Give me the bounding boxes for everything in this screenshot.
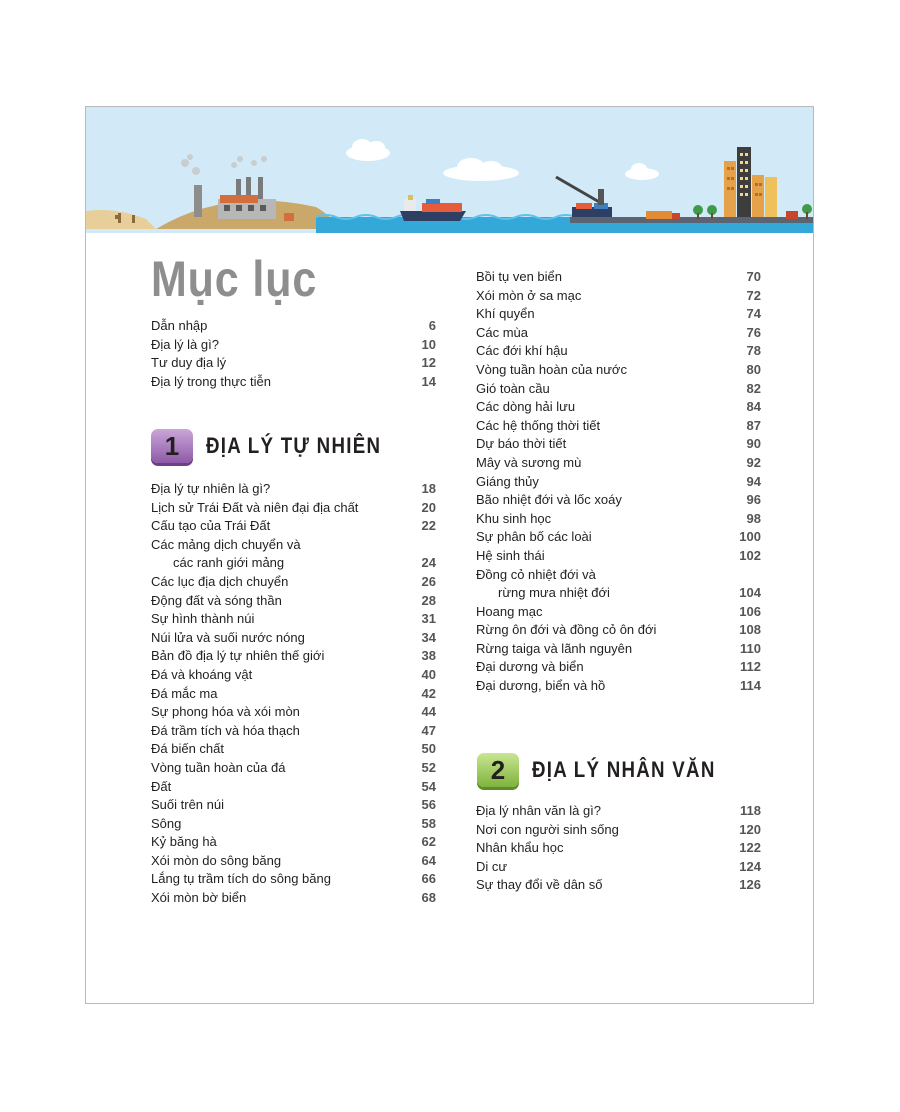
entry-label: Sự phân bố các loài (476, 529, 592, 545)
toc-entry[interactable] (476, 547, 761, 566)
toc-entry[interactable] (151, 499, 436, 518)
chapter-1-heading (151, 429, 436, 469)
entry-page: 26 (421, 573, 436, 589)
entry-label: Địa lý trong thực tiễn (151, 373, 271, 389)
entry-page: 47 (421, 722, 436, 738)
entry-label: Bản đồ địa lý tự nhiên thế giới (151, 648, 325, 664)
entry-label: Đại dương và biển (476, 659, 584, 675)
entry-label: Các mảng dịch chuyển và (151, 536, 301, 552)
toc-entry[interactable] (151, 666, 436, 685)
entry-label: Địa lý là gì? (151, 336, 219, 352)
toc-entry[interactable] (476, 876, 761, 895)
toc-entry[interactable] (151, 833, 436, 852)
entry-label: Rừng taiga và lãnh nguyên (476, 640, 633, 656)
entry-label: Địa lý nhân văn là gì? (476, 803, 602, 818)
entry-label: Kỷ băng hà (151, 834, 217, 850)
entry-label: Các hệ thống thời tiết (476, 417, 601, 433)
chapter-2-list (476, 802, 761, 895)
entry-page: 78 (746, 343, 761, 359)
entry-page: 120 (739, 821, 761, 837)
toc-entry[interactable] (476, 361, 761, 380)
toc-entry[interactable] (476, 802, 761, 821)
toc-entry[interactable] (476, 268, 761, 287)
chapter-1-list-continued (476, 268, 761, 696)
toc-entry[interactable] (151, 536, 436, 555)
entry-page: 31 (421, 611, 436, 627)
entry-page: 92 (746, 454, 761, 470)
entry-page: 72 (746, 287, 761, 303)
entry-page: 82 (746, 380, 761, 396)
entry-label: Đồng cỏ nhiệt đới và (476, 566, 596, 582)
entry-page: 102 (739, 547, 761, 563)
entry-page: 14 (421, 373, 436, 389)
toc-entry[interactable] (476, 287, 761, 306)
entry-page: 52 (421, 759, 436, 775)
entry-page: 98 (746, 510, 761, 526)
entry-page: 108 (739, 622, 761, 638)
chapter-1-list (151, 480, 436, 908)
toc-entry[interactable] (151, 647, 436, 666)
entry-label: Mây và sương mù (476, 454, 582, 470)
entry-label: Đất (151, 778, 172, 794)
entry-page: 100 (739, 529, 761, 545)
entry-page: 110 (740, 640, 761, 656)
entry-page: 40 (421, 666, 436, 682)
entry-label: Đá trầm tích và hóa thạch (151, 722, 300, 738)
entry-page: 112 (740, 659, 761, 675)
entry-label: Xói mòn do sông băng (151, 852, 282, 868)
entry-label: Tư duy địa lý (151, 355, 227, 371)
entry-page: 96 (746, 492, 761, 508)
entry-page: 84 (746, 399, 761, 415)
entry-page: 20 (421, 499, 436, 515)
chapter-2-number-badge: 2 (477, 753, 519, 787)
toc-entry[interactable] (151, 685, 436, 704)
entry-label: Sông (151, 815, 182, 831)
entry-label: Xói mòn bờ biển (151, 890, 247, 906)
entry-label: Khí quyển (476, 306, 535, 322)
toc-entry[interactable] (476, 603, 761, 622)
entry-label: Vòng tuần hoàn của nước (476, 361, 627, 377)
entry-page: 42 (421, 685, 436, 701)
entry-page: 68 (421, 890, 436, 906)
toc-entry[interactable] (476, 839, 761, 858)
toc-entry[interactable] (476, 435, 761, 454)
entry-page: 104 (739, 585, 761, 601)
entry-label: Đá biến chất (151, 741, 224, 757)
toc-entry[interactable] (476, 858, 761, 877)
entry-page: 94 (746, 473, 761, 489)
entry-page: 54 (421, 778, 436, 794)
entry-page: 10 (421, 336, 436, 352)
toc-entry[interactable] (151, 852, 436, 871)
toc-entry[interactable] (476, 677, 761, 696)
entry-label: Đá và khoáng vật (151, 666, 253, 682)
toc-entry[interactable] (476, 510, 761, 529)
entry-page: 34 (421, 629, 436, 645)
entry-page: 28 (421, 592, 436, 608)
entry-label: Núi lửa và suối nước nóng (151, 629, 305, 645)
entry-label: Vòng tuần hoàn của đá (151, 759, 286, 775)
entry-label: Đại dương, biển và hồ (476, 678, 606, 694)
toc-entry[interactable] (476, 640, 761, 659)
entry-page: 66 (421, 871, 436, 887)
chapter-2-title: ĐỊA LÝ NHÂN VĂN (532, 757, 716, 782)
entry-page: 87 (746, 417, 761, 433)
entry-page: 22 (421, 518, 436, 534)
entry-label: Các lục địa dịch chuyển (151, 573, 289, 589)
toc-entry[interactable] (151, 573, 436, 592)
entry-page: 12 (421, 355, 436, 371)
entry-label: Di cư (476, 858, 508, 874)
toc-entry[interactable] (476, 417, 761, 436)
entry-label: Lắng tụ trầm tích do sông băng (151, 871, 331, 887)
toc-entry[interactable] (476, 454, 761, 473)
entry-label: Cấu tạo của Trái Đất (151, 518, 271, 534)
toc-entry[interactable] (476, 658, 761, 677)
entry-page: 70 (746, 269, 761, 284)
entry-label: Gió toàn cầu (476, 380, 550, 396)
entry-page: 18 (421, 481, 436, 496)
toc-entry[interactable] (476, 584, 761, 603)
entry-label: Các dòng hải lưu (476, 399, 576, 415)
entry-label: Xói mòn ở sa mạc (476, 287, 582, 303)
entry-page: 74 (746, 306, 761, 322)
chapter-1-title: ĐỊA LÝ TỰ NHIÊN (206, 433, 382, 458)
toc-entry[interactable] (476, 491, 761, 510)
toc-entry[interactable] (476, 342, 761, 361)
entry-label: Dự báo thời tiết (476, 436, 567, 452)
entry-label: Hệ sinh thái (476, 547, 545, 563)
entry-page: 6 (428, 318, 436, 333)
entry-page: 124 (739, 858, 761, 874)
entry-page: 56 (421, 797, 436, 813)
entry-label: rừng mưa nhiệt đới (498, 585, 610, 601)
toc-entry[interactable] (151, 517, 436, 536)
toc-entry[interactable] (151, 889, 436, 908)
toc-entry[interactable] (151, 629, 436, 648)
entry-page: 38 (421, 648, 436, 664)
toc-entry[interactable] (151, 796, 436, 815)
toc-entry[interactable] (151, 592, 436, 611)
toc-entry[interactable] (151, 336, 436, 355)
banner-illustration (86, 107, 813, 233)
entry-label: Sự thay đổi về dân số (476, 877, 603, 893)
toc-page (85, 106, 814, 1004)
entry-label: Sự phong hóa và xói mòn (151, 704, 300, 720)
entry-label: Bồi tụ ven biển (476, 269, 563, 284)
entry-page: 62 (421, 834, 436, 850)
chapter-1-number-badge: 1 (151, 429, 193, 463)
entry-page: 90 (746, 436, 761, 452)
intro-list (151, 317, 436, 391)
toc-entry[interactable] (476, 473, 761, 492)
chapter-2-heading (477, 753, 762, 793)
entry-page: 126 (739, 877, 761, 893)
entry-page: 122 (739, 840, 761, 856)
entry-label: Hoang mạc (476, 603, 543, 619)
entry-label: Sự hình thành núi (151, 611, 255, 627)
toc-entry[interactable] (476, 380, 761, 399)
toc-entry[interactable] (476, 621, 761, 640)
entry-label: Bão nhiệt đới và lốc xoáy (476, 492, 622, 508)
entry-page: 80 (746, 361, 761, 377)
entry-label: Giáng thủy (476, 473, 539, 489)
toc-entry[interactable] (476, 566, 761, 585)
entry-label: Đá mắc ma (151, 685, 218, 701)
toc-entry[interactable] (476, 398, 761, 417)
entry-label: Suối trên núi (151, 797, 224, 813)
entry-label: các ranh giới mảng (173, 555, 285, 571)
entry-page: 44 (421, 704, 436, 720)
entry-page: 114 (740, 678, 761, 694)
toc-entry[interactable] (151, 870, 436, 889)
toc-entry[interactable] (476, 324, 761, 343)
toc-entry[interactable] (476, 528, 761, 547)
page-title: Mục lục (151, 251, 318, 307)
toc-entry[interactable] (151, 354, 436, 373)
entry-page: 24 (421, 555, 436, 571)
toc-entry[interactable] (151, 317, 436, 336)
toc-entry[interactable] (151, 480, 436, 499)
entry-label: Dẫn nhập (151, 318, 208, 333)
entry-page: 64 (421, 852, 436, 868)
toc-entry[interactable] (151, 722, 436, 741)
toc-entry[interactable] (151, 740, 436, 759)
entry-label: Các đới khí hậu (476, 343, 568, 359)
toc-entry[interactable] (151, 610, 436, 629)
entry-label: Rừng ôn đới và đồng cỏ ôn đới (476, 622, 657, 638)
entry-page: 50 (421, 741, 436, 757)
toc-entry[interactable] (476, 821, 761, 840)
entry-page: 118 (740, 803, 761, 818)
toc-entry[interactable] (151, 778, 436, 797)
entry-label: Nơi con người sinh sống (476, 821, 619, 837)
entry-label: Động đất và sóng thần (151, 592, 282, 608)
entry-label: Địa lý tự nhiên là gì? (151, 481, 271, 496)
toc-entry[interactable] (151, 815, 436, 834)
entry-page: 106 (739, 603, 761, 619)
entry-label: Nhân khẩu học (476, 840, 564, 856)
toc-entry[interactable] (151, 554, 436, 573)
toc-entry[interactable] (151, 373, 436, 392)
toc-entry[interactable] (151, 703, 436, 722)
entry-page: 58 (421, 815, 436, 831)
entry-label: Khu sinh học (476, 510, 552, 526)
entry-label: Lịch sử Trái Đất và niên đại địa chất (151, 499, 359, 515)
entry-label: Các mùa (476, 324, 529, 340)
toc-entry[interactable] (151, 759, 436, 778)
toc-entry[interactable] (476, 305, 761, 324)
entry-page: 76 (746, 324, 761, 340)
